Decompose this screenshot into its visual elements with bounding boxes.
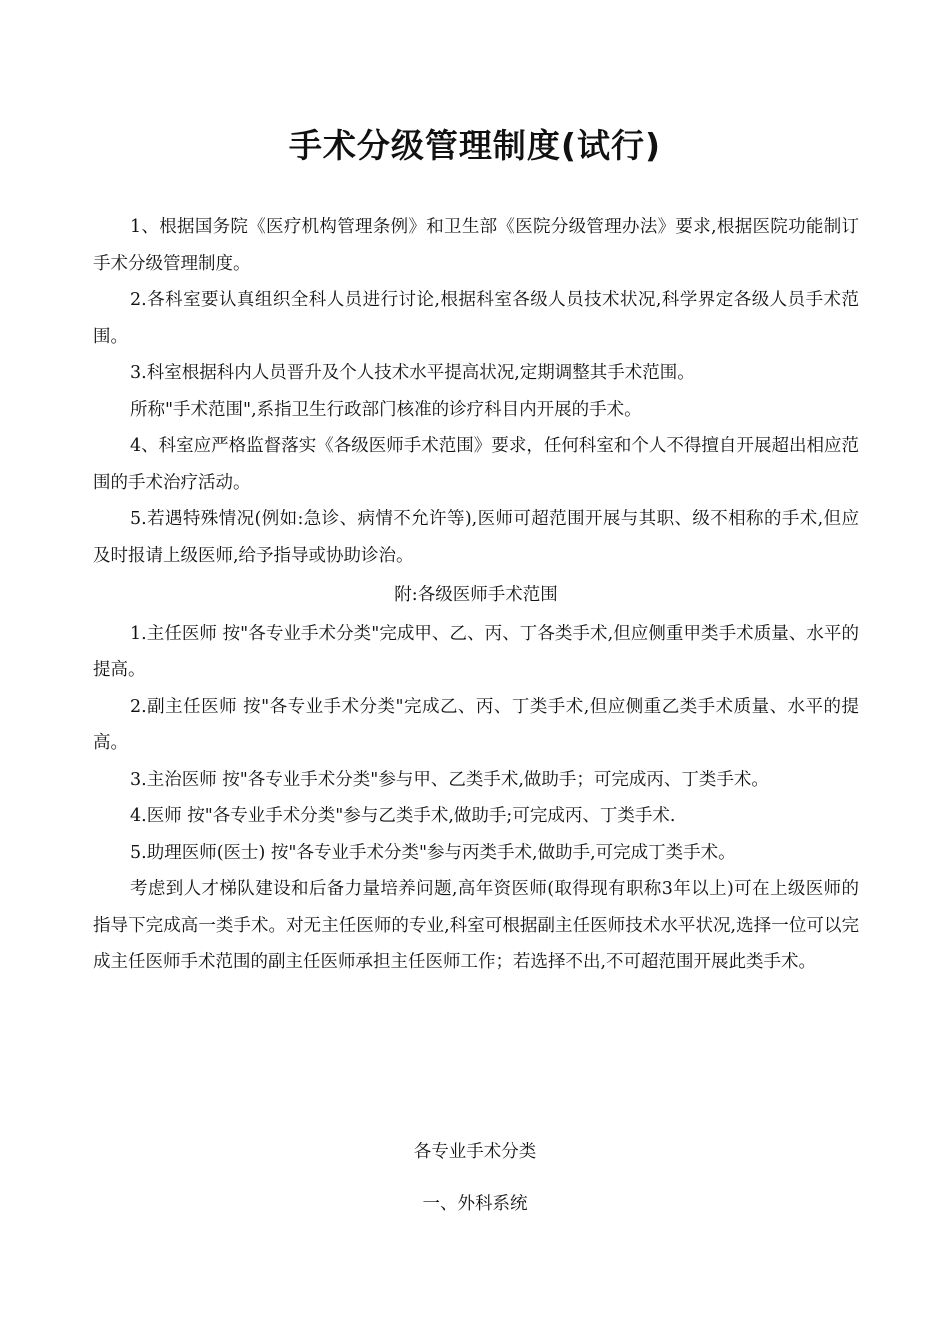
annex-item-2: 2.副主任医师 按"各专业手术分类"完成乙、丙、丁类手术,但应侧重乙类手术质量、水平的提高。 [93, 696, 859, 753]
paragraph-2: 2.各科室要认真组织全科人员进行讨论,根据科室各级人员技术状况,科学界定各级人员手术范围。 [93, 290, 859, 347]
annex-item-1: 1.主任医师 按"各专业手术分类"完成甲、乙、丙、丁各类手术,但应侧重甲类手术质量、水平的提高。 [93, 623, 859, 680]
annex-title: 附:各级医师手术范围 [394, 585, 558, 605]
paragraph-1: 1、根据国务院《医疗机构管理条例》和卫生部《医院分级管理办法》要求,根据医院功能制订手术分级管理制度。 [93, 217, 859, 274]
section-title: 各专业手术分类 [413, 1142, 537, 1162]
annex-item-5: 5.助理医师(医士) 按"各专业手术分类"参与丙类手术,做助手,可完成丁类手术。 [130, 842, 736, 863]
paragraph-3: 3.科室根据科内人员晋升及个人技术水平提高状况,定期调整其手术范围。 [130, 363, 695, 383]
annex-note: 考虑到人才梯队建设和后备力量培养问题,高年资医师(取得现有职称3年以上)可在上级医师的指导下完成高一类手术。对无主任医师的专业,科室可根据副主任医师技术水平状况,选择一位可以完成主任医师手术范围的副主任医师承担主任医师工作；若选择不出,不可超范围开展此类手术。 [93, 879, 859, 972]
subsection-title: 一、外科系统 [422, 1194, 528, 1214]
paragraph-4: 所称"手术范围",系指卫生行政部门核准的诊疗科目内开展的手术。 [130, 399, 642, 420]
annex-item-4: 4.医师 按"各专业手术分类"参与乙类手术,做助手;可完成丙、丁类手术. [130, 806, 676, 826]
document-title: 手术分级管理制度(试行) [288, 126, 662, 165]
paragraph-6: 5.若遇特殊情况(例如:急诊、病情不允许等),医师可超范围开展与其职、级不相称的手术,但应及时报请上级医师,给予指导或协助诊治。 [93, 509, 859, 566]
paragraph-5: 4、科室应严格监督落实《各级医师手术范围》要求，任何科室和个人不得擅自开展超出相应范围的手术治疗活动。 [93, 436, 859, 493]
annex-item-3: 3.主治医师 按"各专业手术分类"参与甲、乙类手术,做助手；可完成丙、丁类手术。 [130, 769, 769, 790]
document-body [93, 209, 859, 981]
